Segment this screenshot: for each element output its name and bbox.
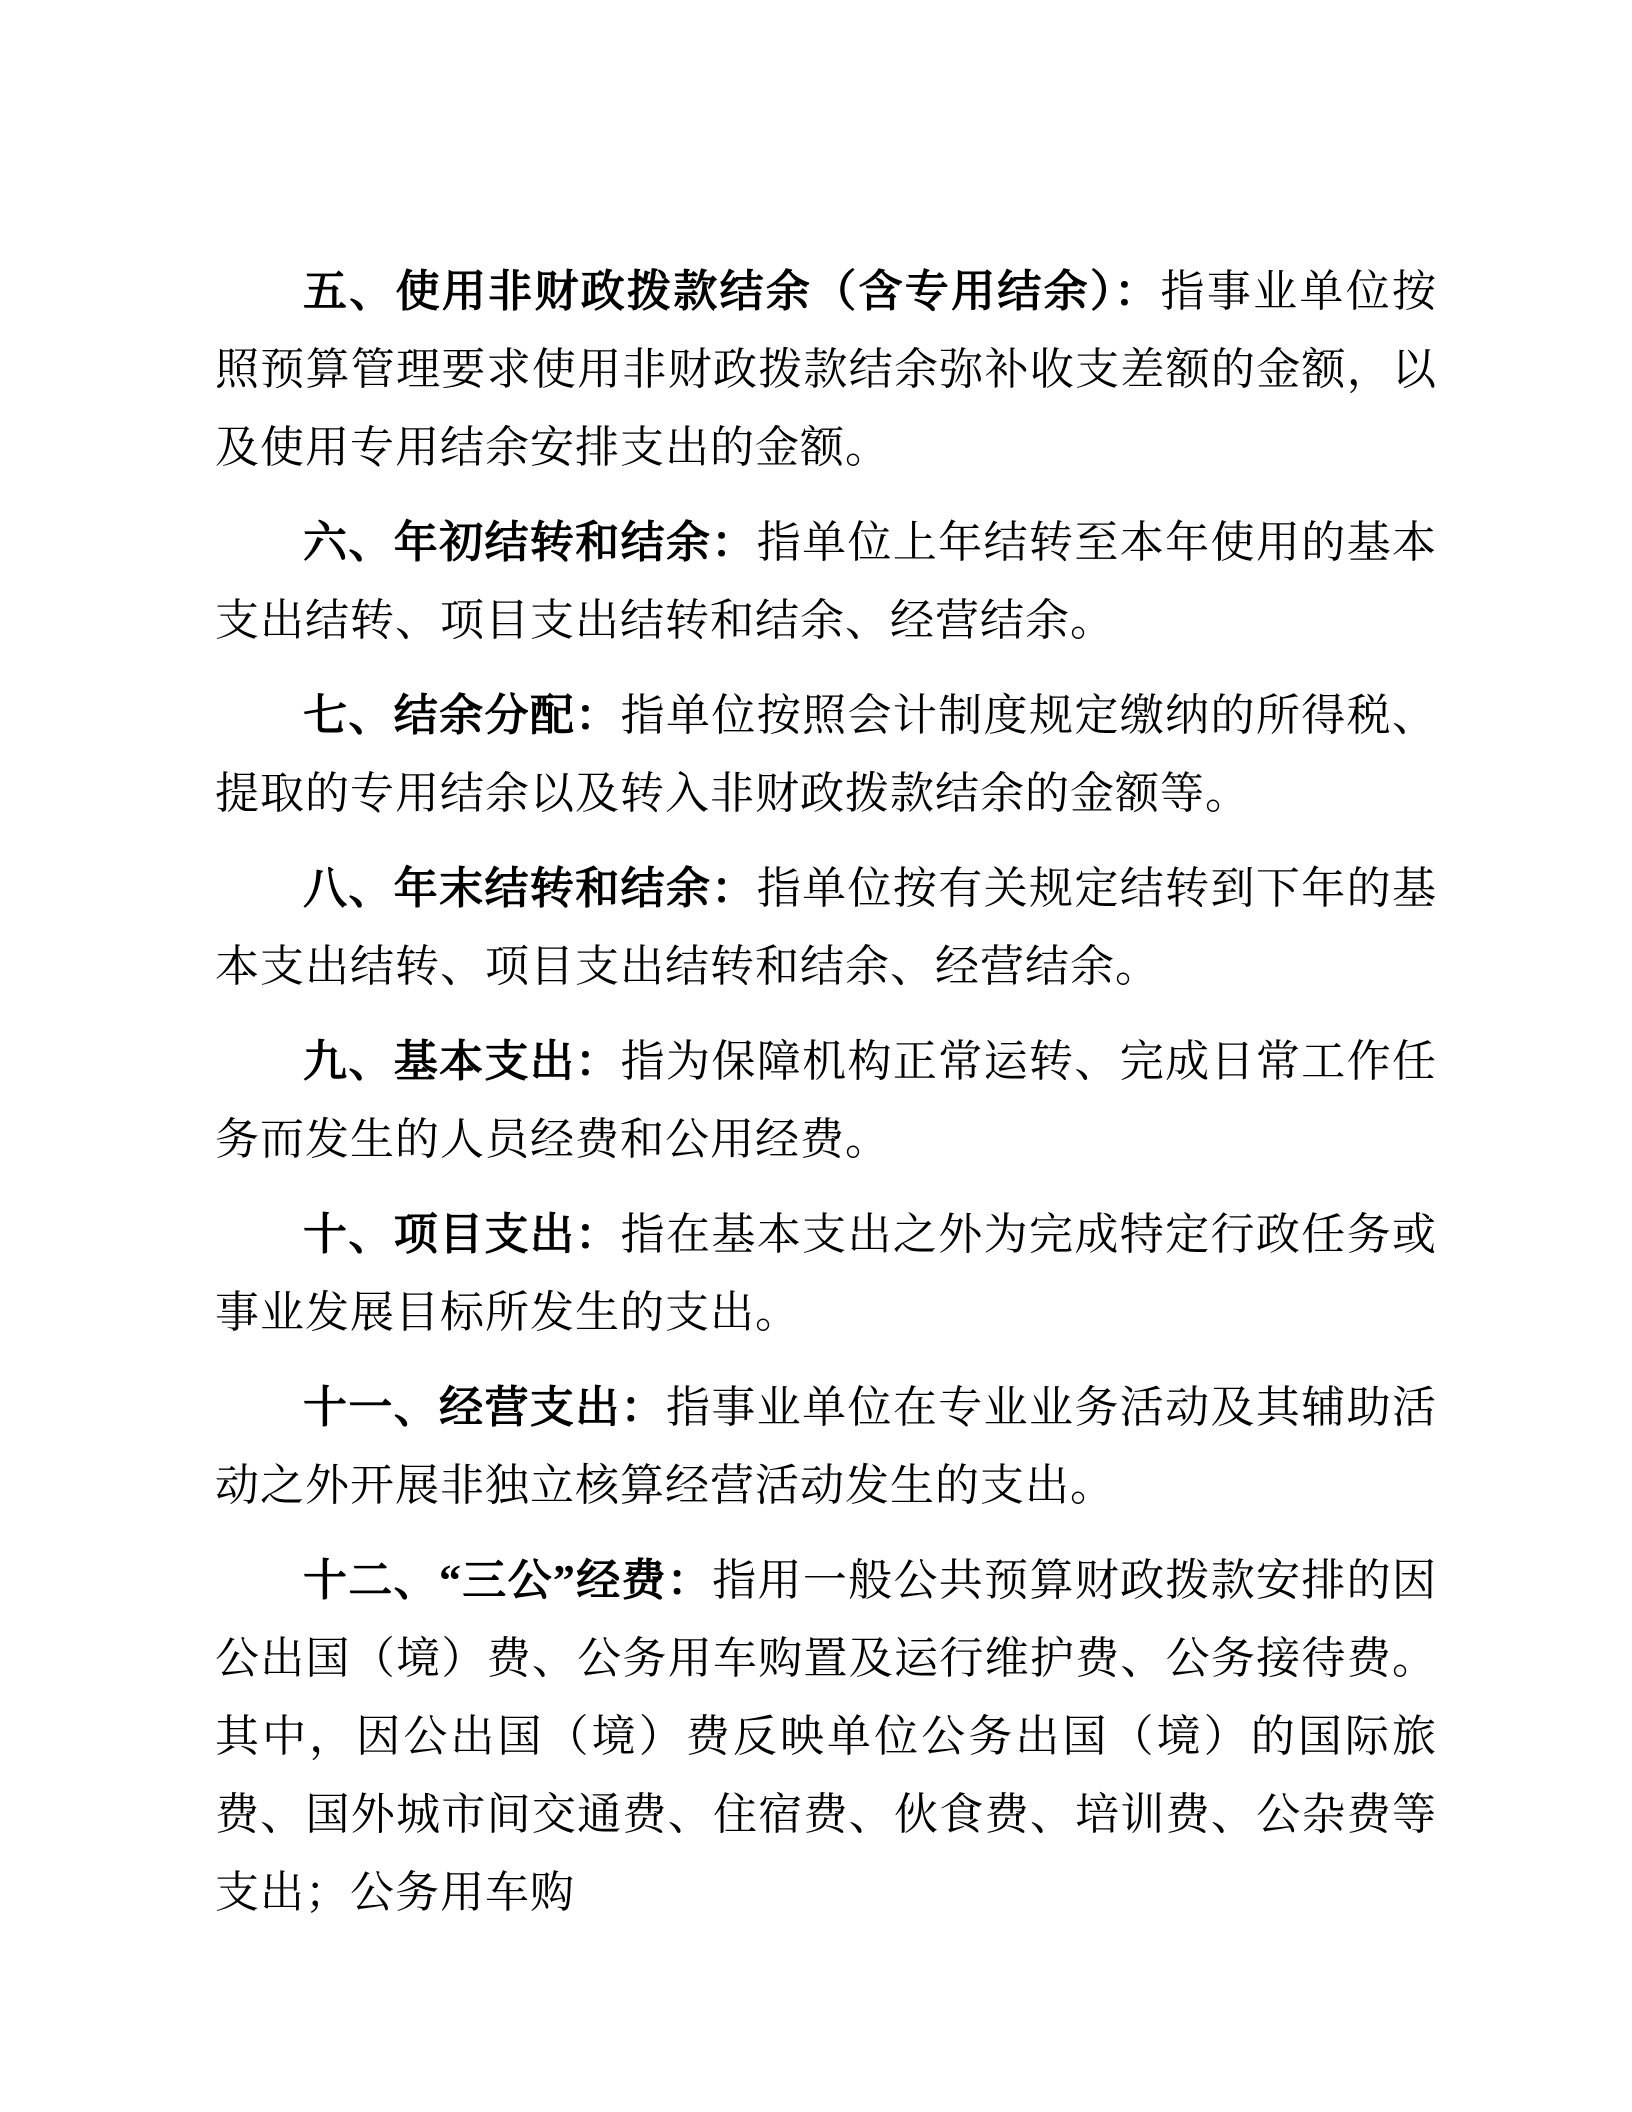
term-title: 八、年末结转和结余： [303,864,757,913]
term-definition: 指单位上年结转至本年使用的基本支出结转、项目支出结转和结余、经营结余。 [215,518,1437,645]
definition-paragraph-9 [215,1023,1437,1179]
term-title: 十二、“三公”经费： [303,1556,713,1605]
term-title: 六、年初结转和结余： [303,518,757,567]
term-title: 十一、经营支出： [303,1383,666,1432]
definition-paragraph-8 [215,850,1437,1006]
definition-paragraph-10 [215,1196,1437,1352]
term-definition: 指用一般公共预算财政拨款安排的因公出国（境）费、公务用车购置及运行维护费、公务接待费。其中，因公出国（境）费反映单位公务出国（境）的国际旅费、国外城市间交通费、住宿费、伙食费、培训费、公杂费等支出；公务用车购 [215,1556,1438,1917]
term-title: 七、结余分配： [303,691,621,740]
term-definition: 指事业单位在专业业务活动及其辅助活动之外开展非独立核算经营活动发生的支出。 [215,1383,1437,1510]
term-definition: 指单位按照会计制度规定缴纳的所得税、提取的专用结余以及转入非财政拨款结余的金额等。 [215,691,1437,818]
term-title: 五、使用非财政拨款结余（含专用结余）： [303,267,1161,316]
definition-paragraph-7 [215,677,1437,833]
definition-paragraph-12 [215,1542,1437,1932]
term-definition: 指单位按有关规定结转到下年的基本支出结转、项目支出结转和结余、经营结余。 [215,864,1437,991]
term-title: 十、项目支出： [303,1210,621,1259]
definition-paragraph-11 [215,1369,1437,1525]
definition-paragraph-6 [215,504,1437,660]
term-definition: 指为保障机构正常运转、完成日常工作任务而发生的人员经费和公用经费。 [215,1037,1437,1164]
term-definition: 指在基本支出之外为完成特定行政任务或事业发展目标所发生的支出。 [215,1210,1437,1337]
definition-paragraph-5 [215,253,1437,487]
term-title: 九、基本支出： [303,1037,621,1086]
document-body-text [215,253,1437,1949]
term-definition: 指事业单位按照预算管理要求使用非财政拨款结余弥补收支差额的金额，以及使用专用结余安排支出的金额。 [215,267,1438,472]
